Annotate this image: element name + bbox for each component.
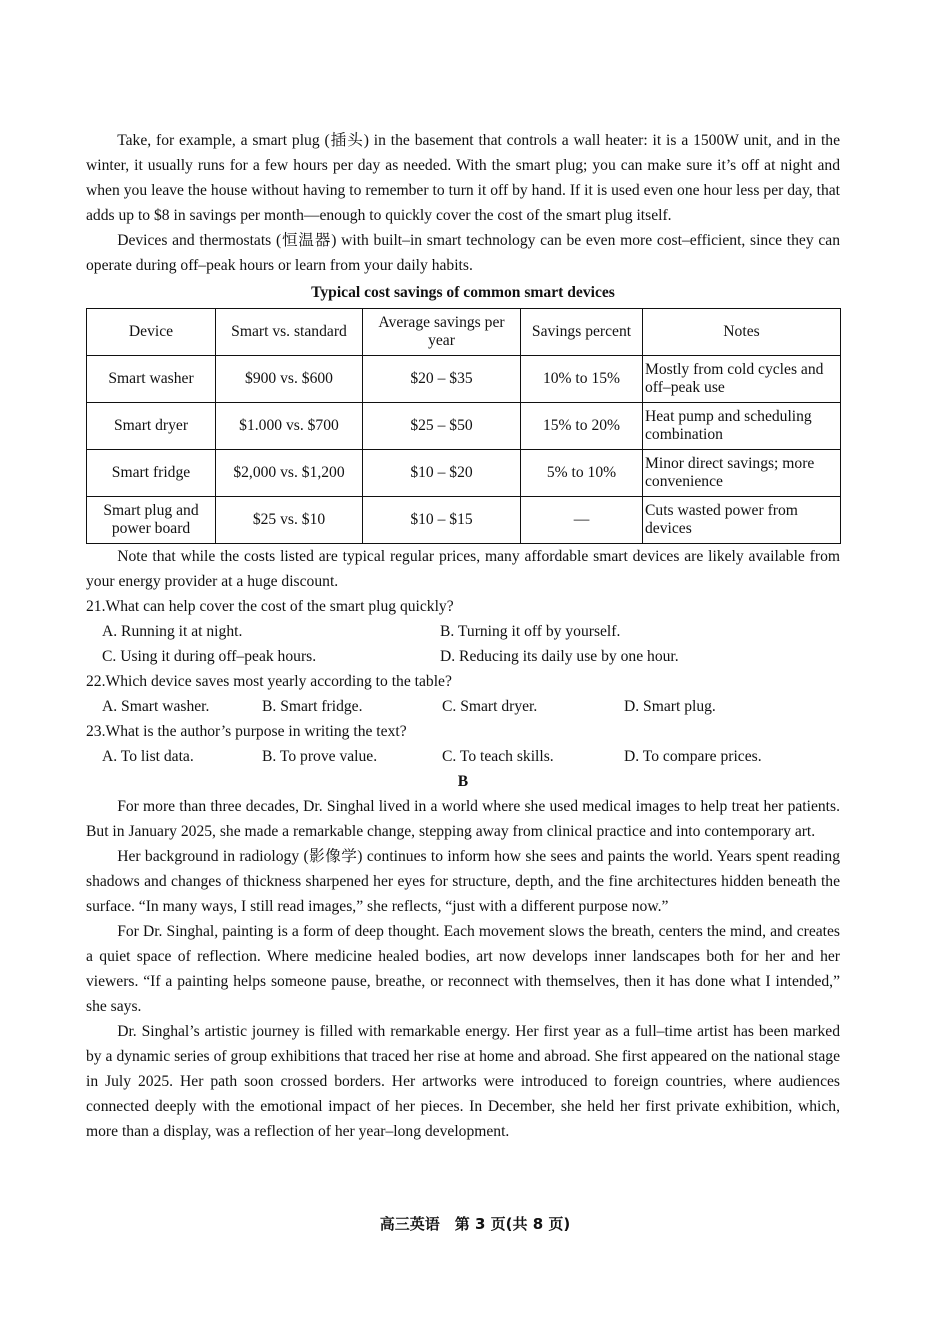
header-average-savings: Average savings per year bbox=[363, 309, 521, 356]
options-row bbox=[102, 744, 840, 769]
header-notes: Notes bbox=[643, 309, 841, 356]
option-b[interactable]: B. To prove value. bbox=[262, 748, 378, 765]
cell-price: $900 vs. $600 bbox=[216, 356, 363, 403]
passage-b-paragraph-1: For more than three decades, Dr. Singhal lived in a world where she used medical images to help treat her patients. But in January 2025, she made a remarkable change, stepping away from clinical practice and into contemporary art. bbox=[86, 798, 840, 840]
passage-a-paragraph-1: Take, for example, a smart plug (插头) in the basement that controls a wall heater: it is a 1500W unit, and in the winter, it usually runs for a few hours per day as needed. With the smart plug; you can make sure it’s off at night and when you leave the house without having to remember to turn it off by hand. If it is used even one hour less per day, that adds up to $8 in savings per month—enough to quickly cover the cost of the smart plug itself. bbox=[86, 132, 840, 224]
option-c[interactable]: C. To teach skills. bbox=[442, 748, 554, 765]
table-header-row bbox=[87, 309, 841, 356]
option-d[interactable]: D. Smart plug. bbox=[624, 698, 716, 715]
cell-notes: Minor direct savings; more convenience bbox=[643, 450, 841, 497]
option-a[interactable]: A. Running it at night. bbox=[102, 623, 243, 640]
question-22 bbox=[86, 669, 840, 719]
cell-price: $25 vs. $10 bbox=[216, 497, 363, 544]
table-row bbox=[87, 497, 841, 544]
cell-device: Smart fridge bbox=[87, 450, 216, 497]
cell-price: $2,000 vs. $1,200 bbox=[216, 450, 363, 497]
table-row bbox=[87, 403, 841, 450]
table-row bbox=[87, 450, 841, 497]
exam-page bbox=[86, 128, 840, 1144]
question-21 bbox=[86, 594, 840, 669]
header-device: Device bbox=[87, 309, 216, 356]
cell-notes: Mostly from cold cycles and off–peak use bbox=[643, 356, 841, 403]
cell-percent: 15% to 20% bbox=[521, 403, 643, 450]
cell-device: Smart plug and power board bbox=[87, 497, 216, 544]
question-stem: 21.What can help cover the cost of the smart plug quickly? bbox=[86, 598, 454, 615]
page-footer: 高三英语 第 3 页(共 8 页) bbox=[379, 1215, 571, 1233]
cell-savings: $25 – $50 bbox=[363, 403, 521, 450]
cell-savings: $10 – $20 bbox=[363, 450, 521, 497]
cell-savings: $10 – $15 bbox=[363, 497, 521, 544]
question-23 bbox=[86, 719, 840, 769]
option-d[interactable]: D. Reducing its daily use by one hour. bbox=[440, 648, 679, 665]
cell-percent: 10% to 15% bbox=[521, 356, 643, 403]
option-c[interactable]: C. Smart dryer. bbox=[442, 698, 538, 715]
question-stem: 23.What is the author’s purpose in writing the text? bbox=[86, 723, 407, 740]
cell-notes: Heat pump and scheduling combination bbox=[643, 403, 841, 450]
passage-b-paragraph-4: Dr. Singhal’s artistic journey is filled with remarkable energy. Her first year as a full–time artist has been marked by a dynamic series of group exhibitions that traced her rise at home and abroad. She first appeared on the national stage in July 2025. Her path soon crossed borders. Her artworks were introduced to foreign countries, where audiences connected deeply with the emotional impact of her pieces. In December, she held her first private exhibition, which, more than a display, was a reflection of her year–long development. bbox=[86, 1023, 840, 1140]
option-c[interactable]: C. Using it during off–peak hours. bbox=[102, 648, 317, 665]
cell-notes: Cuts wasted power from devices bbox=[643, 497, 841, 544]
options-row bbox=[102, 644, 840, 669]
cell-percent: — bbox=[521, 497, 643, 544]
savings-table bbox=[86, 308, 841, 544]
passage-a-paragraph-2: Devices and thermostats (恒温器) with built–in smart technology can be even more cost–efficient, since they can operate during off–peak hours or learn from your daily habits. bbox=[86, 232, 840, 274]
header-smart-vs-standard: Smart vs. standard bbox=[216, 309, 363, 356]
question-stem: 22.Which device saves most yearly according to the table? bbox=[86, 673, 452, 690]
table-note: Note that while the costs listed are typical regular prices, many affordable smart devices are likely available from your energy provider at a huge discount. bbox=[86, 548, 840, 590]
option-b[interactable]: B. Turning it off by yourself. bbox=[440, 623, 621, 640]
header-savings-percent: Savings percent bbox=[521, 309, 643, 356]
cell-price: $1.000 vs. $700 bbox=[216, 403, 363, 450]
cell-percent: 5% to 10% bbox=[521, 450, 643, 497]
section-b-heading: B bbox=[457, 773, 469, 790]
passage-b-paragraph-3: For Dr. Singhal, painting is a form of deep thought. Each movement slows the breath, centers the mind, and creates a quiet space of reflection. Where medicine healed bodies, art now develops inner landscapes both for her and her viewers. “If a painting helps someone pause, breathe, or reconnect with themselves, then it has done what I intended,” she says. bbox=[86, 923, 840, 1015]
options-row bbox=[102, 619, 840, 644]
option-b[interactable]: B. Smart fridge. bbox=[262, 698, 363, 715]
cell-device: Smart washer bbox=[87, 356, 216, 403]
cell-device: Smart dryer bbox=[87, 403, 216, 450]
option-a[interactable]: A. To list data. bbox=[102, 748, 194, 765]
table-row bbox=[87, 356, 841, 403]
passage-b-paragraph-2: Her background in radiology (影像学) continues to inform how she sees and paints the world. Years spent reading shadows and changes of thickness sharpened her eyes for structure, depth, and the fine architectures hidden beneath the surface. “In many ways, I still read images,” she reflects, “just with a different purpose now.” bbox=[86, 848, 840, 915]
table-title: Typical cost savings of common smart devices bbox=[311, 284, 615, 301]
cell-savings: $20 – $35 bbox=[363, 356, 521, 403]
option-a[interactable]: A. Smart washer. bbox=[102, 698, 210, 715]
options-row bbox=[102, 694, 840, 719]
option-d[interactable]: D. To compare prices. bbox=[624, 748, 762, 765]
